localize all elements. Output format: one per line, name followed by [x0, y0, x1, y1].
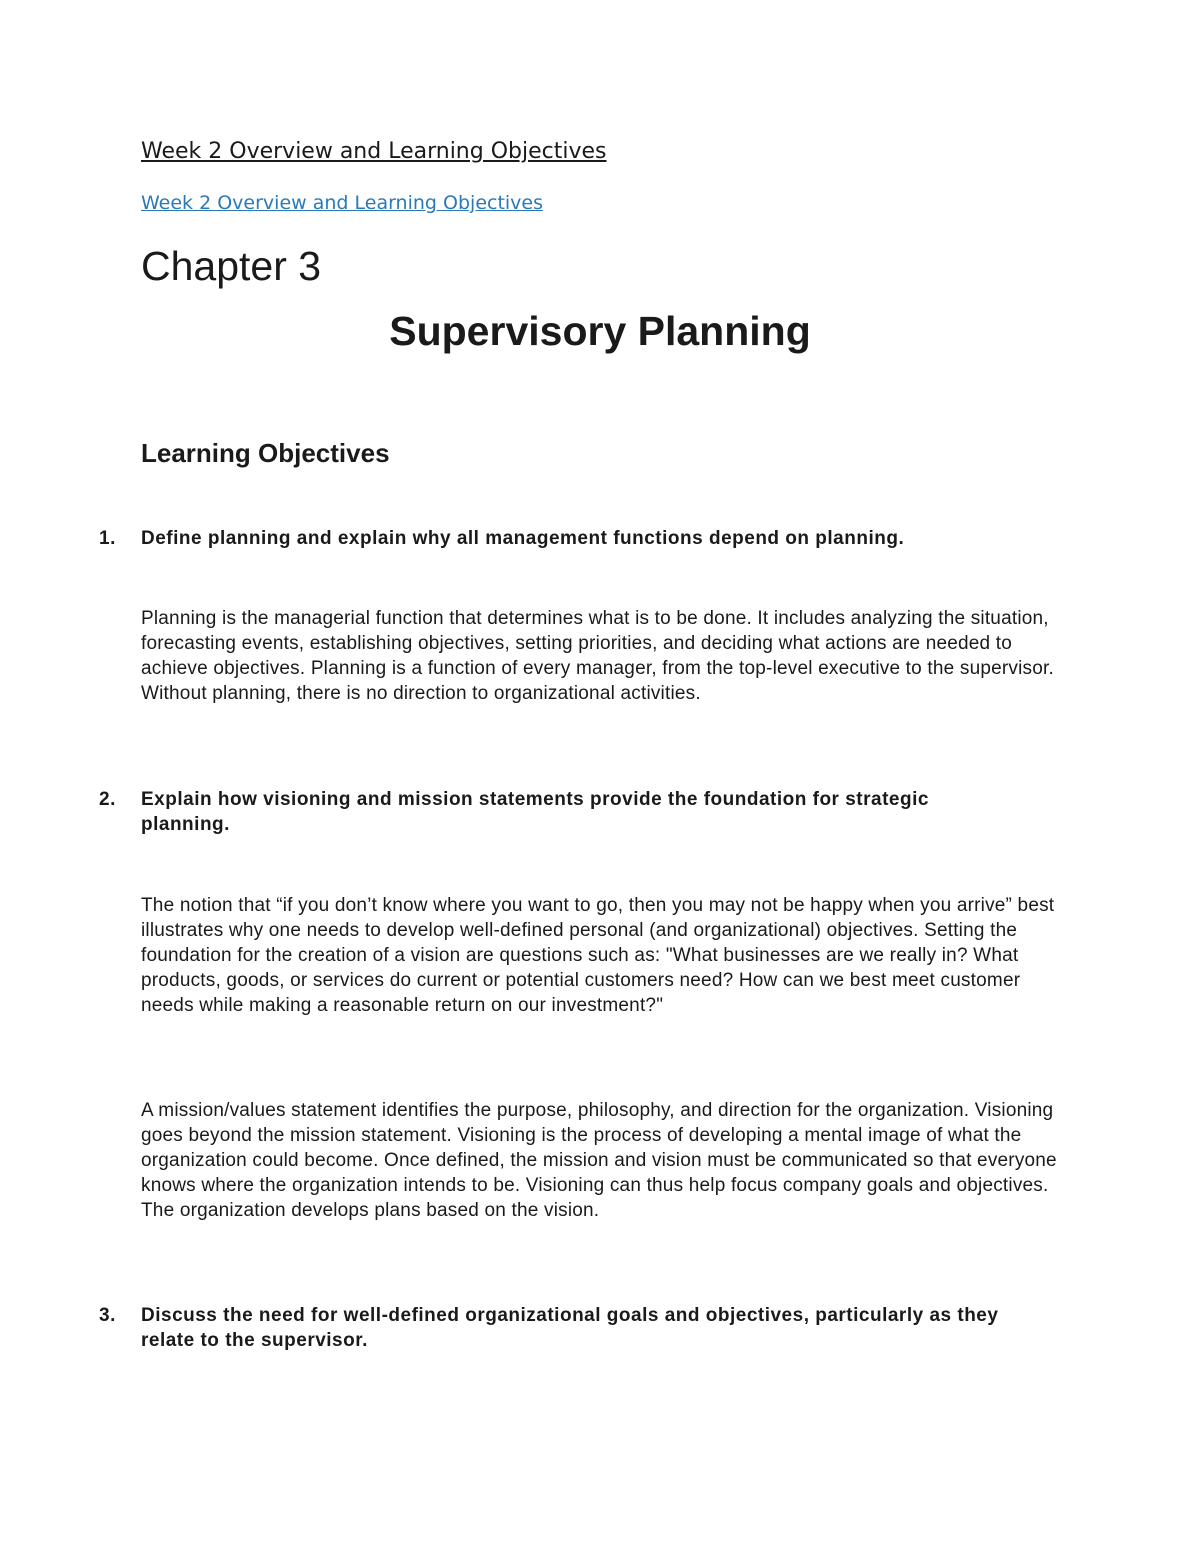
learning-objectives-heading: Learning Objectives [141, 438, 390, 468]
objective-paragraph: Planning is the managerial function that determines what is to be done. It includes analyzing the situation, forecasting events, establishing objectives, setting priorities, and deciding what actions are needed to achieve objectives. Planning is a function of every manager, from the top-level executive to the supervisor. Without planning, there is no direction to organizational activities. [141, 608, 1054, 704]
objective-paragraph: The notion that “if you don’t know where you want to go, then you may not be happy when you arrive” best illustrates why one needs to develop well-defined personal (and organizational) objectives. Setting the foundation for the creation of a vision are questions such as: "What businesses are we really in? What products, goods, or services do current or potential customers need? How can we best meet customer needs while making a reasonable return on our investment?" [141, 895, 1055, 1016]
objective-heading: Explain how visioning and mission statements provide the foundation for strategic planning. [141, 789, 929, 835]
week-overview-link[interactable]: Week 2 Overview and Learning Objectives [141, 192, 544, 214]
chapter-number: Chapter 3 [141, 243, 322, 289]
page-title: Supervisory Planning [389, 308, 811, 354]
objective-heading: Define planning and explain why all management functions depend on planning. [141, 528, 905, 549]
objective-paragraph: A mission/values statement identifies the purpose, philosophy, and direction for the organization. Visioning goes beyond the mission statement. Visioning is the process of developing a mental image of what the organization could become. Once defined, the mission and vision must be communicated so that everyone knows where the organization intends to be. Visioning can thus help focus company goals and objectives. The organization develops plans based on the vision. [141, 1100, 1057, 1221]
objective-number: 3. [99, 1305, 116, 1326]
objective-number: 2. [99, 789, 116, 810]
week-title: Week 2 Overview and Learning Objectives [141, 139, 607, 164]
objective-heading: Discuss the need for well-defined organizational goals and objectives, particularly as they relate to the supervisor. [141, 1305, 999, 1351]
objective-number: 1. [99, 528, 116, 549]
